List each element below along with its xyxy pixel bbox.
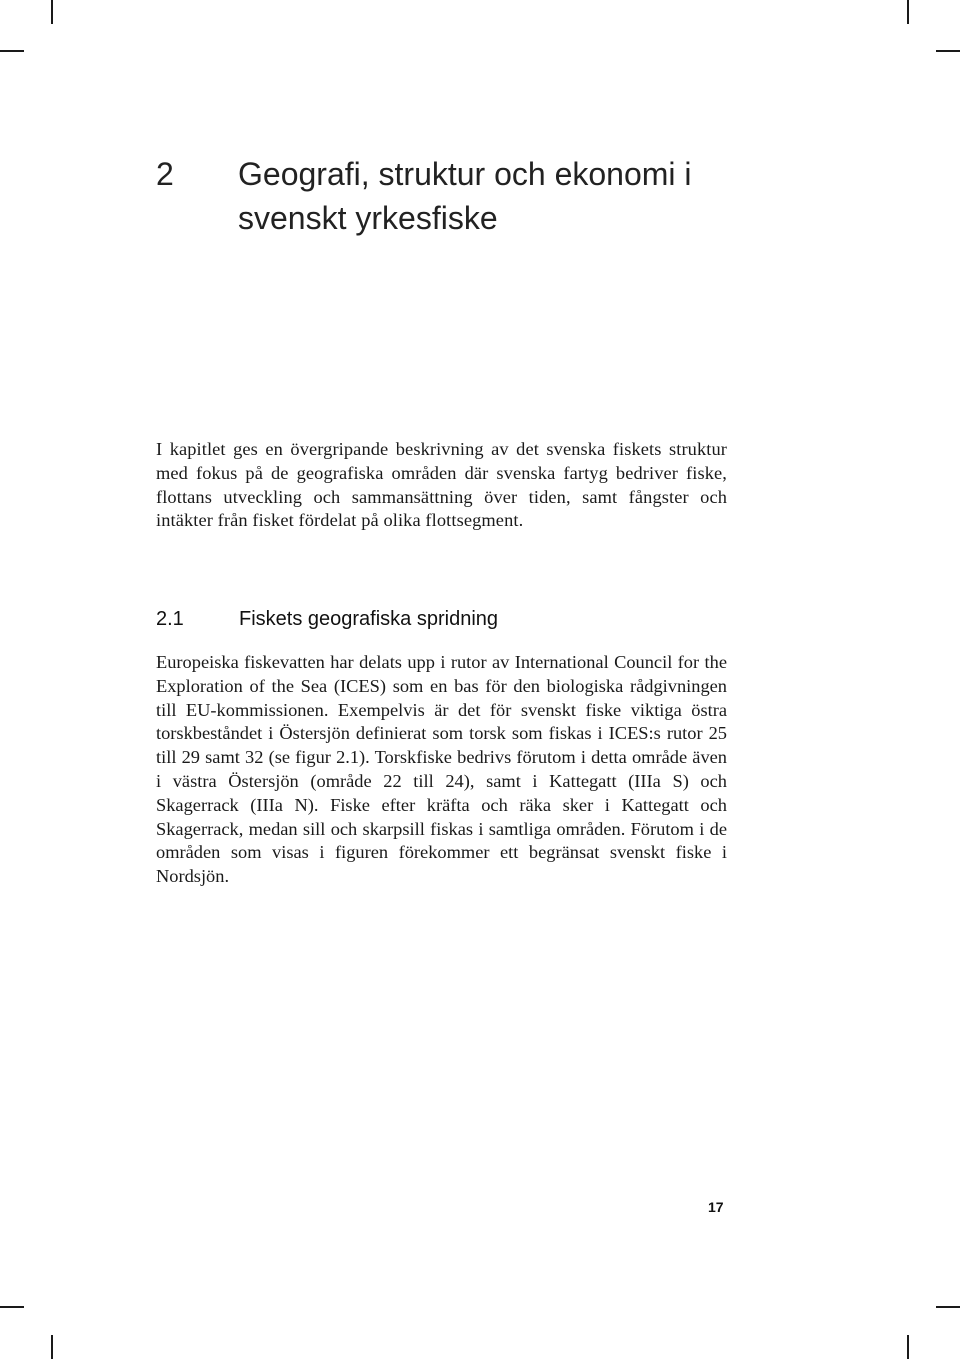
crop-mark-top-right-vertical [907, 0, 909, 24]
crop-mark-bottom-right-horizontal [936, 1306, 960, 1308]
crop-mark-bottom-left-horizontal [0, 1306, 24, 1308]
section-paragraph: Europeiska fiskevatten har delats upp i rutor av International Council for the Exploration of the Sea (ICES) som en bas för den biologiska rådgivningen till EU-kommissionen. Exempelvis är det för svenskt fiske viktiga östra torskbeståndet i Östersjön definierat som torsk som fiskas i ICES:s rutor 25 till 29 samt 32 (se figur 2.1). Torskfiske bedrivs förutom i detta område även i västra Östersjön (område 22 till 24), samt i Kattegatt (IIIa S) och Skagerrack (IIIa N). Fiske efter kräfta och räka sker i Kattegatt och Skagerrack, medan sill och skarpsill fiskas i samtliga områden. Förutom i de områden som visas i figuren förekommer ett begränsat svenskt fiske i Nordsjön. [156, 652, 727, 887]
crop-mark-bottom-left-vertical [51, 1335, 53, 1359]
section-heading [156, 605, 498, 633]
crop-mark-top-left-vertical [51, 0, 53, 24]
crop-mark-bottom-right-vertical [907, 1335, 909, 1359]
section-number: 2.1 [156, 608, 184, 630]
section-title: Fiskets geografiska spridning [239, 608, 499, 630]
chapter-number: 2 [156, 156, 174, 192]
intro-paragraph: I kapitlet ges en övergripande beskrivning av det svenska fiskets struktur med fokus på de geografiska områden där svenska fartyg bedriver fiske, flottans utveckling och sammansättning över tiden, samt fångster och intäkter från fisket fördelat på olika flottsegment. [156, 439, 727, 531]
crop-mark-top-left-horizontal [0, 50, 24, 52]
chapter-title: Geografi, struktur och ekonomi i svenskt yrkesfiske [238, 156, 692, 236]
page-number: 17 [708, 1199, 724, 1215]
crop-mark-top-right-horizontal [936, 50, 960, 52]
